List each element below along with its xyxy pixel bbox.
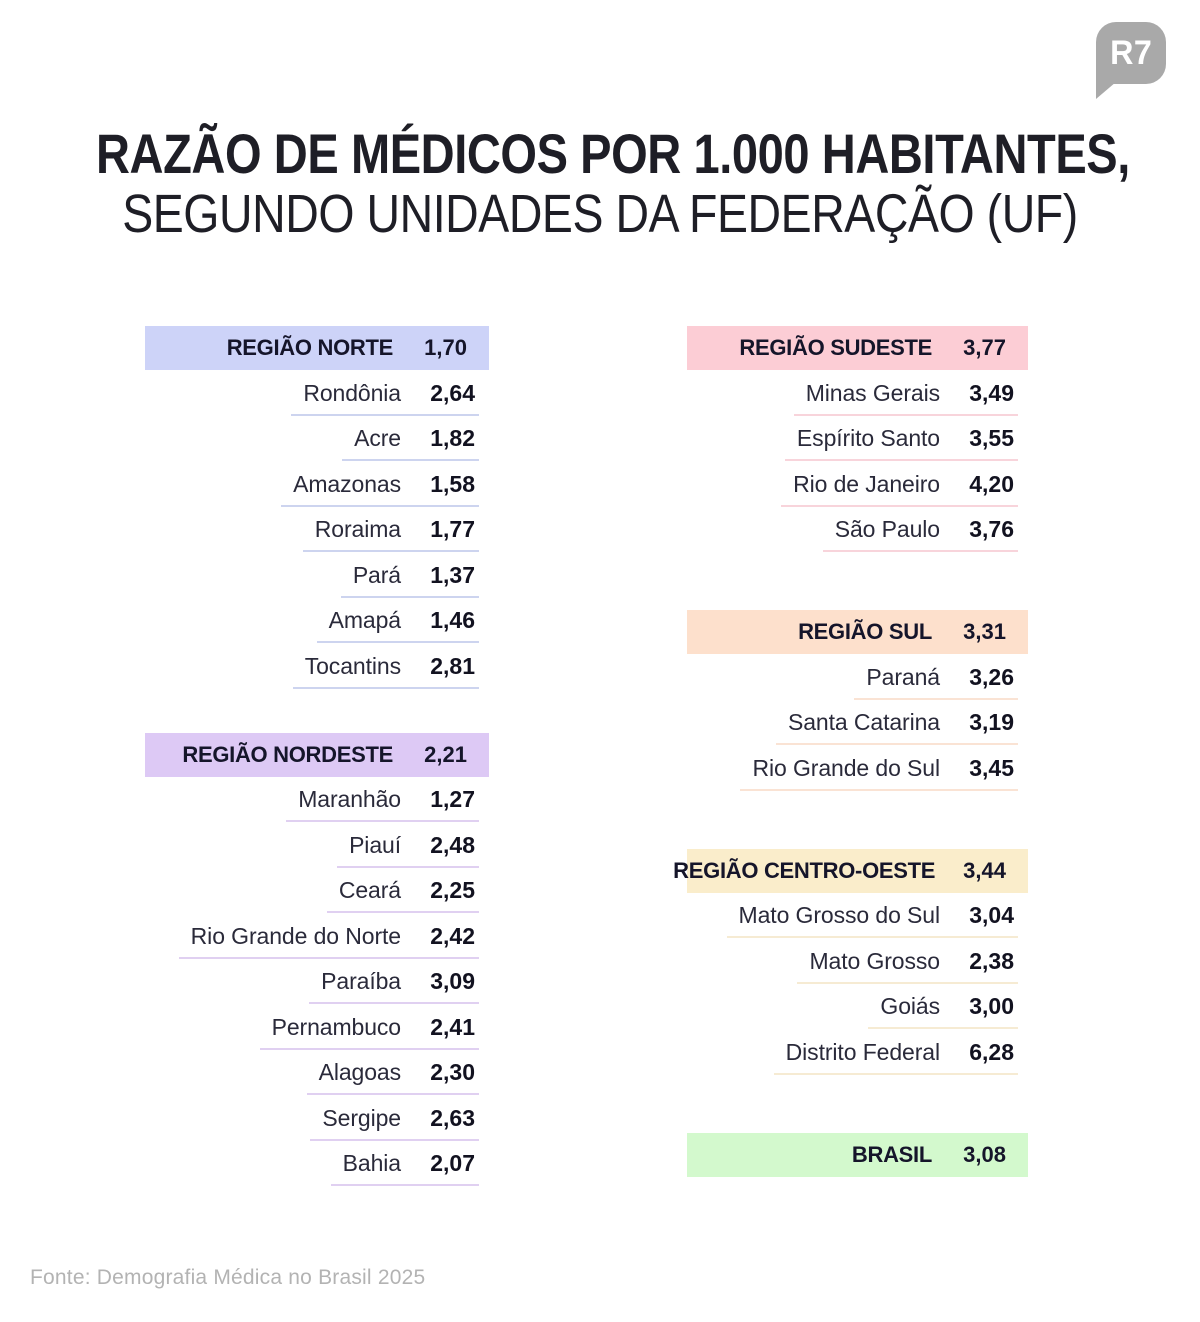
state-name: Tocantins xyxy=(304,652,401,679)
state-row-rio-grande-do-norte xyxy=(145,913,489,959)
state-row-ceara xyxy=(145,868,489,914)
region-section-regia-o-norte xyxy=(145,326,489,689)
state-name: Distrito Federal xyxy=(785,1038,940,1065)
state-name: Pará xyxy=(352,561,401,588)
state-name: Santa Catarina xyxy=(787,709,940,735)
state-row-line xyxy=(293,653,479,689)
state-value: 2,25 xyxy=(430,877,475,903)
region-label: REGIÃO NORDESTE xyxy=(182,741,393,767)
region-label: REGIÃO CENTRO-OESTE xyxy=(673,857,936,883)
state-value: 2,07 xyxy=(430,1150,475,1176)
state-value: 2,30 xyxy=(430,1059,475,1085)
state-row-espi-rito-santo xyxy=(687,416,1028,462)
region-header-regia-o-centro-oeste xyxy=(673,849,1028,893)
state-name: Sergipe xyxy=(322,1104,401,1131)
region-header-regia-o-norte xyxy=(145,326,489,370)
page-title xyxy=(0,124,1200,244)
state-value: 1,77 xyxy=(430,516,475,542)
state-row-line xyxy=(797,948,1018,984)
state-row-line xyxy=(291,380,479,416)
region-section-brasil xyxy=(687,1133,1028,1177)
state-value: 1,58 xyxy=(430,470,475,497)
state-value: 3,76 xyxy=(969,516,1014,542)
state-value: 2,64 xyxy=(430,379,475,406)
state-row-minas-gerais xyxy=(687,370,1028,416)
state-value: 3,45 xyxy=(969,754,1014,781)
state-row-mato-grosso-do-sul xyxy=(687,893,1028,939)
region-label: BRASIL xyxy=(851,1141,932,1167)
state-value: 6,28 xyxy=(969,1038,1014,1065)
state-name: Amapá xyxy=(328,607,401,633)
state-value: 1,37 xyxy=(430,561,475,588)
state-value: 1,27 xyxy=(430,786,475,812)
region-value: 3,77 xyxy=(963,335,1006,360)
state-value: 3,26 xyxy=(969,663,1014,690)
state-name: São Paulo xyxy=(834,516,940,542)
state-value: 1,82 xyxy=(430,425,475,451)
state-row-line xyxy=(774,1039,1018,1075)
state-name: Paraná xyxy=(866,663,940,690)
state-name: Bahia xyxy=(342,1150,401,1176)
state-value: 4,20 xyxy=(969,470,1014,497)
state-row-line xyxy=(776,709,1018,745)
state-name: Rondônia xyxy=(303,379,401,406)
state-row-piaui xyxy=(145,822,489,868)
state-name: Rio de Janeiro xyxy=(793,470,940,497)
state-row-line xyxy=(331,1150,479,1186)
state-row-line xyxy=(823,516,1018,552)
state-name: Acre xyxy=(354,425,401,451)
region-label: REGIÃO SUDESTE xyxy=(739,335,932,360)
r7-logo-text: R7 xyxy=(1109,33,1153,72)
state-row-amapa xyxy=(145,598,489,644)
state-row-parana xyxy=(687,654,1028,700)
state-row-amazonas xyxy=(145,461,489,507)
state-row-maranha-o xyxy=(145,777,489,823)
state-row-line xyxy=(868,993,1018,1029)
state-row-line xyxy=(307,1059,479,1095)
state-row-rio-de-janeiro xyxy=(687,461,1028,507)
state-row-line xyxy=(303,516,479,552)
state-row-sergipe xyxy=(145,1095,489,1141)
state-name: Paraíba xyxy=(321,968,401,994)
state-row-line xyxy=(342,425,479,461)
state-row-alagoas xyxy=(145,1050,489,1096)
state-row-line xyxy=(286,786,479,822)
region-header-regia-o-sudeste xyxy=(687,326,1028,370)
region-label: REGIÃO SUL xyxy=(798,619,932,644)
state-row-bahia xyxy=(145,1141,489,1187)
state-value: 2,81 xyxy=(430,652,475,679)
state-row-line xyxy=(179,923,479,959)
r7-logo xyxy=(1096,22,1166,84)
state-name: Mato Grosso do Sul xyxy=(738,902,940,928)
state-value: 3,04 xyxy=(969,902,1014,928)
state-row-rondo-nia xyxy=(145,370,489,416)
state-value: 3,19 xyxy=(969,709,1014,735)
state-row-line xyxy=(785,425,1018,461)
state-row-para xyxy=(145,552,489,598)
state-name: Espírito Santo xyxy=(796,425,940,451)
region-value: 3,44 xyxy=(963,857,1006,883)
state-row-line xyxy=(309,968,479,1004)
region-section-regia-o-centro-oeste xyxy=(673,849,1028,1075)
state-row-distrito-federal xyxy=(687,1029,1028,1075)
state-name: Piauí xyxy=(349,831,401,858)
region-section-regia-o-nordeste xyxy=(145,733,489,1187)
region-section-regia-o-sul xyxy=(687,610,1028,791)
state-row-line xyxy=(781,471,1018,507)
state-value: 3,55 xyxy=(969,425,1014,451)
state-name: Alagoas xyxy=(318,1059,401,1085)
region-value: 3,31 xyxy=(963,619,1006,644)
state-name: Goiás xyxy=(880,993,940,1019)
state-value: 3,00 xyxy=(969,993,1014,1019)
state-row-roraima xyxy=(145,507,489,553)
state-row-line xyxy=(327,877,479,913)
state-value: 2,63 xyxy=(430,1104,475,1131)
state-value: 3,49 xyxy=(969,379,1014,406)
state-value: 2,42 xyxy=(430,922,475,949)
state-row-tocantins xyxy=(145,643,489,689)
region-label: REGIÃO NORTE xyxy=(226,335,393,360)
source-note: Fonte: Demografia Médica no Brasil 2025 xyxy=(30,1266,426,1289)
state-value: 1,46 xyxy=(430,607,475,633)
region-value: 3,08 xyxy=(963,1141,1006,1167)
state-value: 2,48 xyxy=(430,831,475,858)
state-row-line xyxy=(794,380,1018,416)
region-header-regia-o-nordeste xyxy=(145,733,489,777)
state-row-line xyxy=(310,1105,479,1141)
state-row-acre xyxy=(145,416,489,462)
state-name: Rio Grande do Norte xyxy=(190,922,401,949)
state-value: 3,09 xyxy=(430,968,475,994)
state-row-line xyxy=(740,755,1018,791)
state-value: 2,41 xyxy=(430,1013,475,1040)
state-row-line xyxy=(281,471,479,507)
column-right xyxy=(673,326,1028,1177)
state-name: Amazonas xyxy=(293,470,401,497)
state-row-line xyxy=(317,607,479,643)
state-name: Minas Gerais xyxy=(805,379,940,406)
state-value: 2,38 xyxy=(969,947,1014,974)
region-section-regia-o-sudeste xyxy=(687,326,1028,552)
state-name: Ceará xyxy=(338,877,401,903)
state-row-goia-s xyxy=(687,984,1028,1030)
state-name: Mato Grosso xyxy=(809,947,940,974)
region-header-brasil xyxy=(687,1133,1028,1177)
state-row-line xyxy=(260,1014,479,1050)
column-left xyxy=(145,326,489,1186)
title-line-1: RAZÃO DE MÉDICOS POR 1.000 HABITANTES, xyxy=(96,122,1130,185)
state-row-pernambuco xyxy=(145,1004,489,1050)
state-name: Pernambuco xyxy=(271,1013,401,1040)
state-name: Maranhão xyxy=(298,786,401,812)
state-row-line xyxy=(341,562,479,598)
state-name: Roraima xyxy=(314,516,401,542)
region-value: 1,70 xyxy=(424,335,467,360)
state-row-sa-o-paulo xyxy=(687,507,1028,553)
state-row-line xyxy=(854,664,1018,700)
title-line-2: SEGUNDO UNIDADES DA FEDERAÇÃO (UF) xyxy=(122,184,1078,245)
state-row-mato-grosso xyxy=(687,938,1028,984)
state-row-line xyxy=(337,832,479,868)
state-name: Rio Grande do Sul xyxy=(752,754,940,781)
state-row-parai-ba xyxy=(145,959,489,1005)
state-row-santa-catarina xyxy=(687,700,1028,746)
region-value: 2,21 xyxy=(424,741,467,767)
region-header-regia-o-sul xyxy=(687,610,1028,654)
state-row-rio-grande-do-sul xyxy=(687,745,1028,791)
state-row-line xyxy=(727,902,1018,938)
